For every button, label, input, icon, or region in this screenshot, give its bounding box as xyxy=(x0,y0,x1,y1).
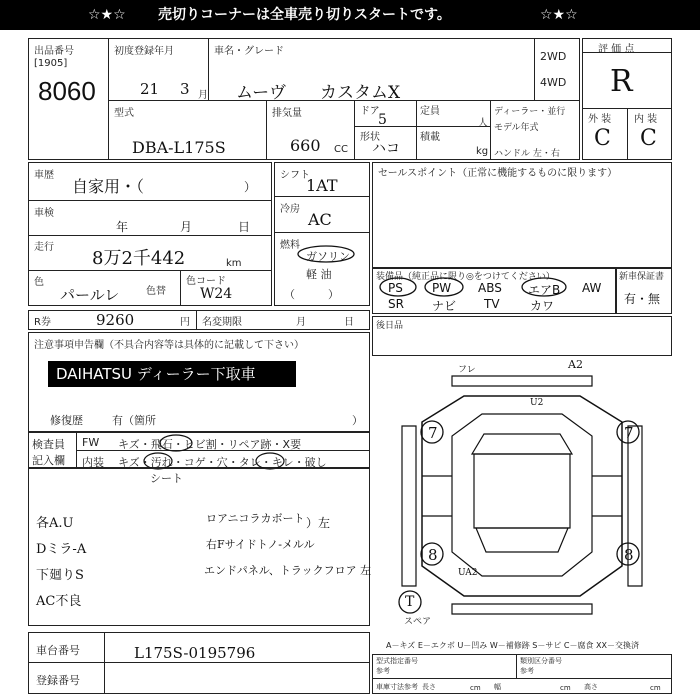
load-label: 積載 xyxy=(420,132,440,143)
ac-value: AC xyxy=(308,210,332,229)
recycle-unit: 円 xyxy=(180,317,190,328)
inspection-day: 日 xyxy=(238,220,251,234)
type-designation-label: 型式指定番号 xyxy=(376,657,418,665)
doors-value: 5 xyxy=(378,112,387,128)
garage-width: 幅 xyxy=(494,683,501,691)
color-code-value: W24 xyxy=(200,286,233,302)
fuel-circle xyxy=(296,244,356,264)
note-line3a: 下廻りS xyxy=(36,568,84,583)
note-line4a: AC不良 xyxy=(36,594,82,609)
int-label: 内装 xyxy=(82,456,104,469)
inspector-label-2: 記入欄 xyxy=(32,454,65,467)
fuel-other: （ ） xyxy=(284,288,339,301)
note-line1b: ロアニコラカボート xyxy=(206,512,305,525)
capacity-label: 定員 xyxy=(420,106,440,117)
dealer-label: ディーラー・並行 xyxy=(494,107,566,117)
garage-width-unit: cm xyxy=(560,684,571,692)
warranty-value: 有・無 xyxy=(624,292,661,306)
load-unit: kg xyxy=(476,146,489,157)
note-line2b: 右Fサイドトノ-メルル xyxy=(206,538,315,551)
fw-items: キズ・飛石・ヒビ割・リペア跡・X要 xyxy=(118,438,302,451)
diagram-right-rear: 8 xyxy=(624,546,634,564)
transfer-month: 月 xyxy=(296,317,306,328)
registration-year: 21 xyxy=(140,80,160,98)
class-label: 類別区分番号 xyxy=(520,657,562,665)
sheet-note: シート xyxy=(150,472,183,485)
equip-tv: TV xyxy=(484,297,500,311)
repair-close: ） xyxy=(352,414,363,427)
garage-height-unit: cm xyxy=(650,684,661,692)
inspector-label-1: 検査員 xyxy=(32,438,65,451)
fuel-diesel: 軽 油 xyxy=(306,268,332,281)
score-ext-label: 外 装 xyxy=(588,114,612,125)
damage-legend: A－キズ E－エクボ U－凹み W－補修跡 S－サビ C－腐食 XX－交換済 xyxy=(386,641,640,650)
registration-month: 3 xyxy=(180,80,190,98)
lot-code: [1905] xyxy=(34,58,68,69)
handle-label: ハンドル 左・右 xyxy=(494,149,560,159)
reg-label: 登録番号 xyxy=(36,674,80,687)
diagram-spare-mark: T xyxy=(405,594,415,610)
class-ref: 参考 xyxy=(520,667,534,675)
mileage-label: 走行 xyxy=(34,242,54,253)
ac-label: 冷房 xyxy=(280,204,300,215)
color-code-label: 色コード xyxy=(186,276,226,287)
fw-label: FW xyxy=(82,436,100,449)
diagram-top-left: フレ xyxy=(458,365,476,375)
diagram-top-mark: A2 xyxy=(568,358,583,371)
car-damage-diagram xyxy=(372,356,672,630)
inspection-month: 月 xyxy=(180,220,193,234)
repair-value: 有（箇所 xyxy=(112,414,156,427)
chassis-label: 車台番号 xyxy=(36,644,80,657)
diagram-left-front: 7 xyxy=(428,424,438,442)
sales-point-label: セールスポイント（正常に機能するものに限ります） xyxy=(378,168,618,179)
equip-pw: PW xyxy=(432,281,452,295)
usage-value: 自家用・（ xyxy=(72,177,145,196)
diagram-top-small: U2 xyxy=(530,398,544,408)
recycle-label: R券 xyxy=(34,317,51,328)
color-value: パールレ xyxy=(60,286,120,304)
fuel-gas: ガソリン xyxy=(306,250,350,263)
notes-label: 注意事項申告欄（不具合内容等は具体的に記載して下さい） xyxy=(34,340,304,351)
note-line3b: エンドパネル、トラックフロア 左 xyxy=(204,564,372,577)
note-line2a: Dミラ-A xyxy=(36,542,87,557)
drive-4wd: 4WD xyxy=(540,76,567,89)
diagram-left-rear: 8 xyxy=(428,546,438,564)
displacement-label: 排気量 xyxy=(272,108,302,119)
banner-text: 売切りコーナーは全車売り切りスタートです。 xyxy=(158,7,451,23)
garage-length: 長さ xyxy=(422,683,436,691)
garage-height: 高さ xyxy=(584,683,598,691)
fuel-label: 燃料 xyxy=(280,240,300,251)
dealer-trade-in-tag: DAIHATSU ディーラー下取車 xyxy=(48,361,296,387)
diagram-right-front: 7 xyxy=(624,424,634,442)
garage-length-unit: cm xyxy=(470,684,481,692)
warranty-label: 新車保証書 xyxy=(619,272,665,282)
equipment-circles xyxy=(378,276,578,298)
shape-value: ハコ xyxy=(372,141,400,157)
shift-value: 1AT xyxy=(306,176,338,195)
displacement-value: 660 xyxy=(290,136,321,155)
diagram-spare-label: スペア xyxy=(404,617,432,627)
usage-close: ） xyxy=(244,180,257,194)
equip-navi: ナビ xyxy=(432,299,457,313)
equip-sr: SR xyxy=(388,297,404,311)
car-grade-value: カスタムX xyxy=(320,83,401,103)
equipment-label: 装備品（純正品に限り◎をつけてください） xyxy=(376,272,555,282)
mileage-unit: km xyxy=(226,258,242,269)
shift-label: シフト xyxy=(280,170,310,181)
equip-ps: PS xyxy=(388,281,403,295)
header-banner xyxy=(0,0,700,30)
inspection-label: 車検 xyxy=(34,208,54,219)
usage-label: 車歴 xyxy=(34,170,54,181)
recycle-row xyxy=(28,310,370,330)
doors-label: ドア xyxy=(360,106,380,117)
shape-label: 形状 xyxy=(360,132,380,143)
inspector-marks xyxy=(140,432,370,472)
score-int-label: 内 装 xyxy=(634,114,658,125)
chassis-value: L175S-0195796 xyxy=(134,644,256,662)
inspection-year: 年 xyxy=(116,220,129,234)
diagram-rear-mark: UA2 xyxy=(458,568,478,578)
note-line1a: 各A.U xyxy=(36,516,74,531)
repair-label: 修復歴 xyxy=(50,414,83,427)
capacity-unit: 人 xyxy=(478,118,488,129)
model-value: DBA-L175S xyxy=(132,138,226,157)
recycle-value: 9260 xyxy=(96,311,135,329)
score-label: 評 価 点 xyxy=(598,44,635,55)
score-ext-value: C xyxy=(594,126,611,151)
color-tone-label: 色替 xyxy=(146,286,166,297)
model-year-label: モデル年式 xyxy=(494,123,539,133)
lot-label: 出品番号 xyxy=(34,46,74,57)
int-items: キズ・汚れ・コゲ・穴・タレ・キレ・破し xyxy=(118,456,327,469)
equip-airbag: エアB xyxy=(528,283,561,297)
color-label: 色 xyxy=(34,277,44,288)
after-mount-section xyxy=(372,316,672,356)
lot-number: 8060 xyxy=(38,76,96,106)
car-name-label: 車名・グレード xyxy=(214,46,284,57)
drive-2wd: 2WD xyxy=(540,50,567,63)
score-value: R xyxy=(610,64,633,99)
score-int-value: C xyxy=(640,126,657,151)
banner-stars-right: ☆★☆ xyxy=(540,7,578,23)
registration-month-unit: 月 xyxy=(198,90,208,101)
type-designation-ref: 参考 xyxy=(376,667,390,675)
mileage-value: 8万2千442 xyxy=(92,248,186,269)
transfer-label: 名変期限 xyxy=(202,317,242,328)
registration-label: 初度登録年月 xyxy=(114,46,174,57)
equip-abs: ABS xyxy=(478,281,502,295)
model-label: 型式 xyxy=(114,108,134,119)
garage-dims-label: 車庫寸法参考 xyxy=(376,683,418,691)
equip-aw: AW xyxy=(582,281,602,295)
transfer-day: 日 xyxy=(344,317,354,328)
note-line1c: ）左 xyxy=(306,516,331,530)
banner-stars-left: ☆★☆ xyxy=(88,7,126,23)
equip-leather: カワ xyxy=(530,299,555,313)
car-name-value: ムーヴ xyxy=(236,83,287,103)
displacement-unit: CC xyxy=(334,144,348,155)
after-mount-label: 後日品 xyxy=(376,321,404,331)
